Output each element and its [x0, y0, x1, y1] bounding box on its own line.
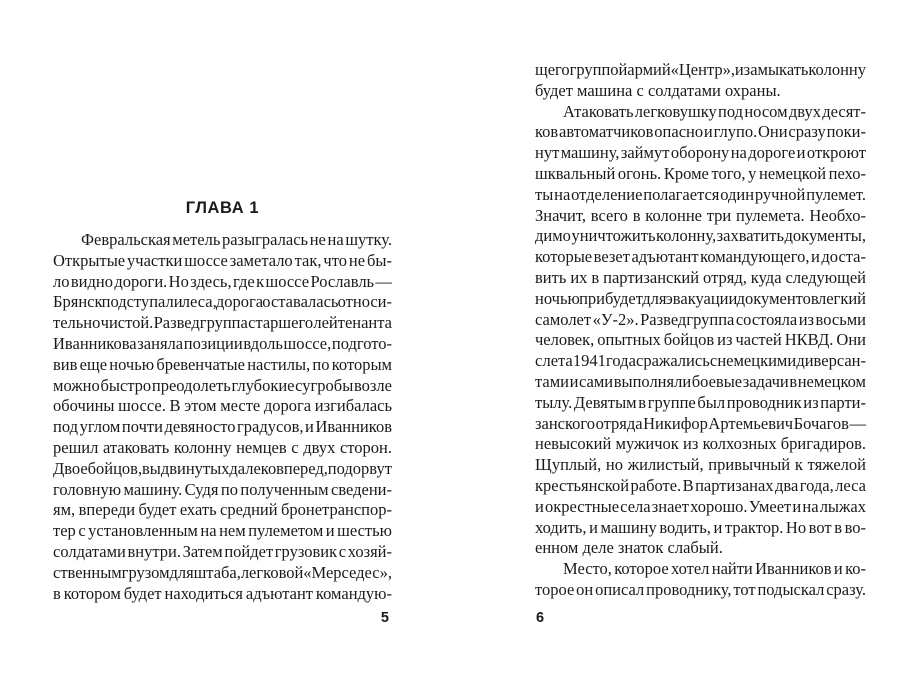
text-line: ло видно дороги. Но здесь, где к шоссе Рославль —	[53, 271, 392, 291]
text-line: солдатами внутри. Затем пойдет грузовик с хозяй-	[53, 541, 392, 561]
text-line: можно быстро преодолеть глубокие сугробы возле	[53, 375, 392, 395]
text-line: ям, впереди будет ехать средний бронетранспор-	[53, 500, 392, 520]
page-number-right: 6	[536, 610, 545, 626]
text-line: Открытые участки шоссе заметало так, что не бы-	[53, 250, 392, 270]
page-number-left: 5	[380, 610, 389, 626]
text-line: ков автоматчиков опасно и глупо. Они сразу поки-	[535, 122, 866, 142]
right-page	[535, 0, 866, 689]
text-line: Место, которое хотел найти Иванников и ко-	[563, 559, 866, 579]
text-line: решил атаковать колонну немцев с двух сторон.	[53, 437, 392, 457]
text-line: самолет «У-2». Разведгруппа состояла из восьми	[535, 309, 866, 329]
text-line: димо уничтожить колонну, захватить документы,	[535, 226, 866, 246]
chapter-heading: ГЛАВА 1	[185, 199, 260, 217]
text-line: Иванникова заняла позиции вдоль шоссе, подгото-	[53, 333, 392, 353]
text-line: тылу. Девятым в группе был проводник из парти-	[535, 392, 866, 412]
text-line: вив еще ночью бревенчатые настилы, по которым	[53, 354, 392, 374]
text-line: щего группой армий «Центр», и замыкать колонну	[535, 60, 866, 79]
text-line: нут машину, займут оборону на дороге и откроют	[535, 143, 866, 163]
text-line: Брянск подступали леса, дорога оставалась относи-	[53, 292, 392, 312]
text-line: Двое бойцов, выдвинутых далеко вперед, подорвут	[53, 458, 392, 478]
text-line: ночью прибудет для эвакуации документов легкий	[535, 288, 866, 308]
text-line: Значит, всего в колонне три пулемета. Необхо-	[535, 205, 866, 225]
left-page	[53, 0, 392, 689]
text-line: в котором будет находиться адъютант командую-	[53, 583, 392, 603]
text-line: тер с установленным на нем пулеметом и шестью	[53, 521, 392, 541]
left-page-text	[53, 230, 392, 604]
text-line: с лета 1941 года сражались с немецкими диверсан-	[535, 351, 867, 371]
text-line: енном деле знаток слабый.	[535, 538, 723, 558]
text-line: тами и сами выполняли боевые задачи в немецком	[535, 371, 866, 391]
text-line: ственным грузом для штаба, легковой «Мерседес»,	[53, 562, 392, 582]
text-line: Атаковать легковушку под носом двух десят-	[563, 101, 866, 121]
text-line: человек, опытных бойцов из частей НКВД. Они	[535, 330, 866, 350]
text-line: тельно чистой. Разведгруппа старшего лейтенанта	[53, 313, 392, 333]
text-line: шквальный огонь. Кроме того, у немецкой пехо-	[535, 163, 866, 183]
text-line: Февральская метель разыгралась не на шутку.	[81, 230, 392, 249]
text-line: которые везет адъютант командующего, и доста-	[535, 247, 866, 267]
right-page-text	[535, 60, 866, 601]
text-line: под углом почти девяносто градусов, и Иванников	[53, 417, 392, 437]
text-line: вить их в партизанский отряд, куда следующей	[535, 267, 866, 287]
text-line: ходить, и машину водить, и трактор. Но вот в во-	[535, 517, 866, 537]
text-line: ты на отделение полагается один ручной пулемет.	[535, 184, 866, 204]
text-line: будет машина с солдатами охраны.	[535, 80, 781, 100]
text-line: Щуплый, но жилистый, привычный к тяжелой	[535, 455, 866, 475]
text-line: крестьянской работе. В партизанах два года, леса	[535, 475, 866, 495]
text-line: головную машину. Судя по полученным сведени-	[53, 479, 392, 499]
text-line: невысокий мужичок из колхозных бригадиров.	[535, 434, 866, 454]
text-line: и окрестные села знает хорошо. Умеет и на лыжах	[535, 496, 866, 516]
text-line: торое он описал проводнику, тот подыскал сразу.	[535, 579, 866, 599]
text-line: занского отряда Никифор Артемьевич Бочагов —	[535, 413, 866, 433]
text-line: обочины шоссе. В этом месте дорога изгибалась	[53, 396, 392, 416]
